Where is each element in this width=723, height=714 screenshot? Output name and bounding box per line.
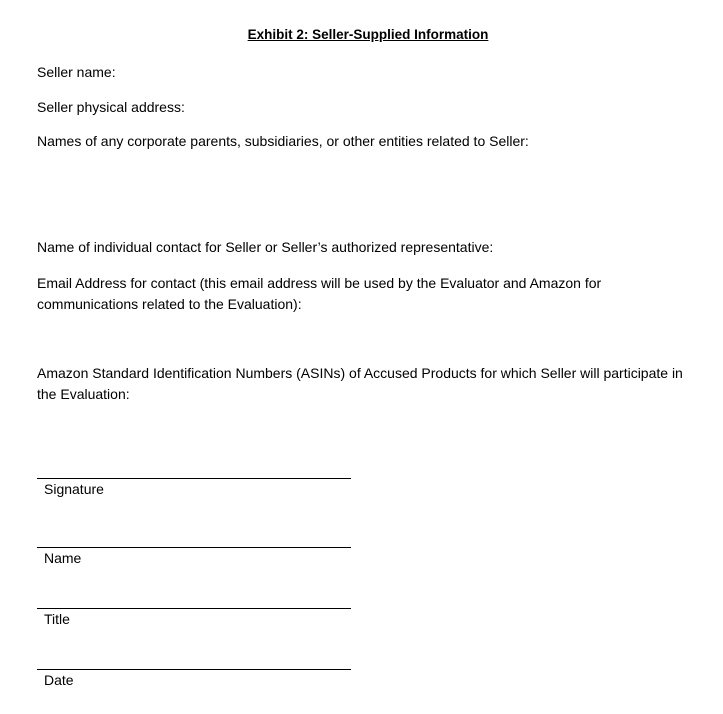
title-line — [37, 608, 351, 609]
seller-address-label: Seller physical address: — [37, 99, 185, 115]
name-line — [37, 547, 351, 548]
page-title: Exhibit 2: Seller-Supplied Information — [247, 27, 489, 42]
signature-label: Signature — [44, 481, 104, 497]
asins-label: Amazon Standard Identification Numbers (ASINs) of Accused Products for which Seller will participate in the Evaluation: — [37, 365, 683, 402]
seller-name-label: Seller name: — [37, 64, 116, 80]
related-entities-label: Names of any corporate parents, subsidiaries, or other entities related to Seller: — [37, 133, 529, 149]
date-label: Date — [44, 672, 74, 688]
signature-line — [37, 478, 351, 479]
title-label: Title — [44, 611, 70, 627]
contact-name-label: Name of individual contact for Seller or Seller’s authorized representative: — [37, 239, 494, 255]
date-line — [37, 669, 351, 670]
name-label: Name — [44, 550, 82, 566]
contact-email-label: Email Address for contact (this email address will be used by the Evaluator and Amazon for communications related to the Evaluation): — [37, 275, 602, 312]
